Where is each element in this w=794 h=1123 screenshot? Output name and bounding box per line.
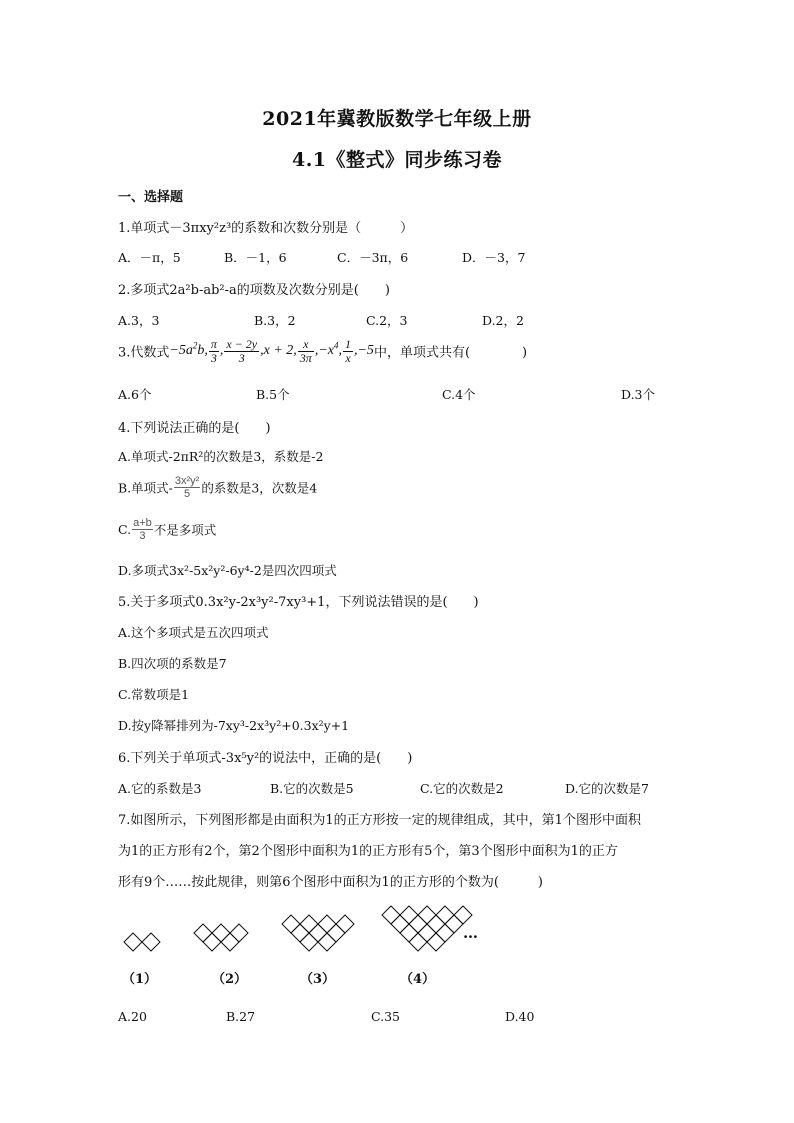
unit-square [142,933,160,951]
document-title: 2021年冀教版数学七年级上册 [262,108,532,130]
q6-stem: 6.下列关于单项式-3x⁵y²的说法中，正确的是( ) [118,751,413,766]
q3-term-7-den: x [345,350,351,365]
q7-figure-4 [382,906,472,951]
unit-square [400,924,418,942]
unit-square [291,924,309,942]
unit-square [221,933,239,951]
q4-option-d: D.多项式3x²-5x²y²-6y⁴-2是四次四项式 [118,563,337,578]
unit-square [327,924,345,942]
q7-stem-line-1: 7.如图所示，下列图形都是由面积为1的正方形按一定的规律组成，其中，第1个图形中面积 [118,813,641,828]
unit-square [300,915,318,933]
unit-square [418,924,436,942]
q3-term-7-fraction [343,338,353,364]
q3-term-1-var2: b [197,343,205,359]
unit-square [427,915,445,933]
q3-term-4: x + 2 [263,343,294,359]
unit-square [230,924,248,942]
q5-option-d: D.按y降幂排列为-7xy³-2x³y²+0.3x²y+1 [118,718,350,733]
unit-square [282,915,300,933]
unit-square [391,915,409,933]
section-heading: 一、选择题 [118,190,184,205]
unit-square [418,906,436,924]
unit-square [400,906,418,924]
q6-option-c: C.它的次数是2 [420,781,504,796]
q7-figure-ellipsis: … [463,924,478,942]
q7-option-d: D.40 [505,1009,535,1024]
unit-square [212,924,230,942]
q3-term-2-num: π [210,337,217,351]
q2-option-c: C.2，3 [366,313,408,328]
q4-option-b-den: 5 [184,488,191,501]
q4-option-c-fraction [132,517,153,542]
unit-square [436,924,454,942]
q4-option-c-den: 3 [139,530,146,543]
q3-term-6-base: −x [318,343,334,359]
q6-option-a: A.它的系数是3 [118,781,202,796]
q4-option-c [118,517,216,542]
unit-square [124,933,142,951]
q3-term-6-exp: 4 [333,340,339,351]
q4-option-b-prefix: B.单项式- [118,480,173,496]
q3-option-d: D.3个 [621,387,656,402]
unit-square [309,924,327,942]
q7-figure-label-1: （1） [122,972,158,987]
q1-option-a: A．－π，5 [118,250,181,265]
q7-option-c: C.35 [371,1009,400,1024]
q3-term-5-fraction [298,338,314,364]
q1-option-b: B．－1，6 [224,250,287,265]
unit-square [336,915,354,933]
q3-term-6 [318,340,339,359]
unit-square [300,933,318,951]
q4-option-a: A.单项式-2πR²的次数是3，系数是-2 [118,449,324,464]
unit-square [427,933,445,951]
q5-stem: 5.关于多项式0.3x²y-2x³y²-7xy³+1，下列说法错误的是( ) [118,595,479,610]
q7-figure-3 [282,915,354,951]
q4-option-c-prefix: C. [118,522,132,538]
q5-option-a: A.这个多项式是五次四项式 [118,625,269,640]
q3-stem: 3.代数式$-5a^2b$, $\frac{\pi}{3}$ , $\frac{x - 2y}{3}$ ,x + 2, $\frac{x}{3\pi}$ $,-x^4$, $\frac{1}{x}$ ,−5中，单项式共有( ) [118,337,528,365]
q4-option-c-num: a+b [133,517,152,529]
q2-option-b: B.3，2 [254,313,296,328]
unit-square [409,933,427,951]
document-subtitle: 4.1《整式》同步练习卷 [291,149,503,171]
q5-option-b: B.四次项的系数是7 [118,656,227,671]
unit-square [409,915,427,933]
q2-option-d: D.2，2 [482,313,524,328]
q3-term-3-num: x − 2y [226,337,258,351]
unit-square [382,906,400,924]
q3-term-3-fraction [224,338,259,364]
unit-square [436,906,454,924]
q3-term-8: −5 [357,343,374,359]
q7-figure-1 [124,933,160,951]
q1-stem: 1.单项式－3πxy²z³的系数和次数分别是（ ） [118,221,414,236]
q5-option-c: C.常数项是1 [118,687,190,702]
q4-option-c-suffix: 不是多项式 [153,522,217,538]
q3-suffix: 中，单项式共有( ) [373,345,528,361]
q3-prefix: 3.代数式 [118,345,170,361]
q6-option-b: B.它的次数是5 [270,781,354,796]
q3-term-7-num: 1 [344,337,351,351]
unit-square [318,933,336,951]
q3-term-1 [169,340,208,359]
q7-option-a: A.20 [118,1009,147,1024]
q3-option-b: B.5个 [256,387,290,402]
q3-term-2-fraction [209,338,219,364]
q7-option-b: B.27 [226,1009,256,1024]
unit-square [445,915,463,933]
q4-option-b [118,475,317,500]
q3-term-5-num: x [298,338,314,352]
unit-square [194,924,212,942]
q1-option-d: D．－3，7 [462,250,526,265]
q3-option-c: C.4个 [442,387,476,402]
unit-square [318,915,336,933]
q7-figure-label-4: （4） [400,972,436,987]
unit-square [454,906,472,924]
q3-comma: , [204,343,208,359]
q3-option-a: A.6个 [118,387,152,402]
q3-term-3-den: 3 [238,350,245,365]
q4-stem: 4.下列说法正确的是( ) [118,421,271,436]
q4-option-b-num: 3x²y² [174,475,200,487]
q4-option-b-suffix: 的系数是3，次数是4 [201,480,318,496]
q7-figure [110,905,500,965]
q7-figure-2 [194,924,248,951]
q2-stem: 2.多项式2a²b-ab²-a的项数及次数分别是( ) [118,283,390,298]
q7-figure-label-3: （3） [300,972,336,987]
q3-term-1-exp: 2 [192,340,198,351]
q7-stem-line-2: 为1的正方形有2个，第2个图形中面积为1的正方形有5个，第3个图形中面积为1的正方 [118,844,618,859]
q3-term-5-den: 3π [299,350,312,365]
q6-option-d: D.它的次数是7 [565,781,650,796]
q3-term-1-coef: −5 [169,343,186,359]
q3-term-2-den: 3 [210,350,217,365]
q1-option-c: C．－3π，6 [337,250,409,265]
q4-option-b-fraction [174,475,200,500]
unit-square [203,933,221,951]
q2-option-a: A.3，3 [118,313,160,328]
q7-figure-label-2: （2） [212,972,248,987]
q7-stem-line-3: 形有9个……按此规律，则第6个图形中面积为1的正方形的个数为( ) [118,875,543,890]
q3-term-1-var: a [185,343,193,359]
